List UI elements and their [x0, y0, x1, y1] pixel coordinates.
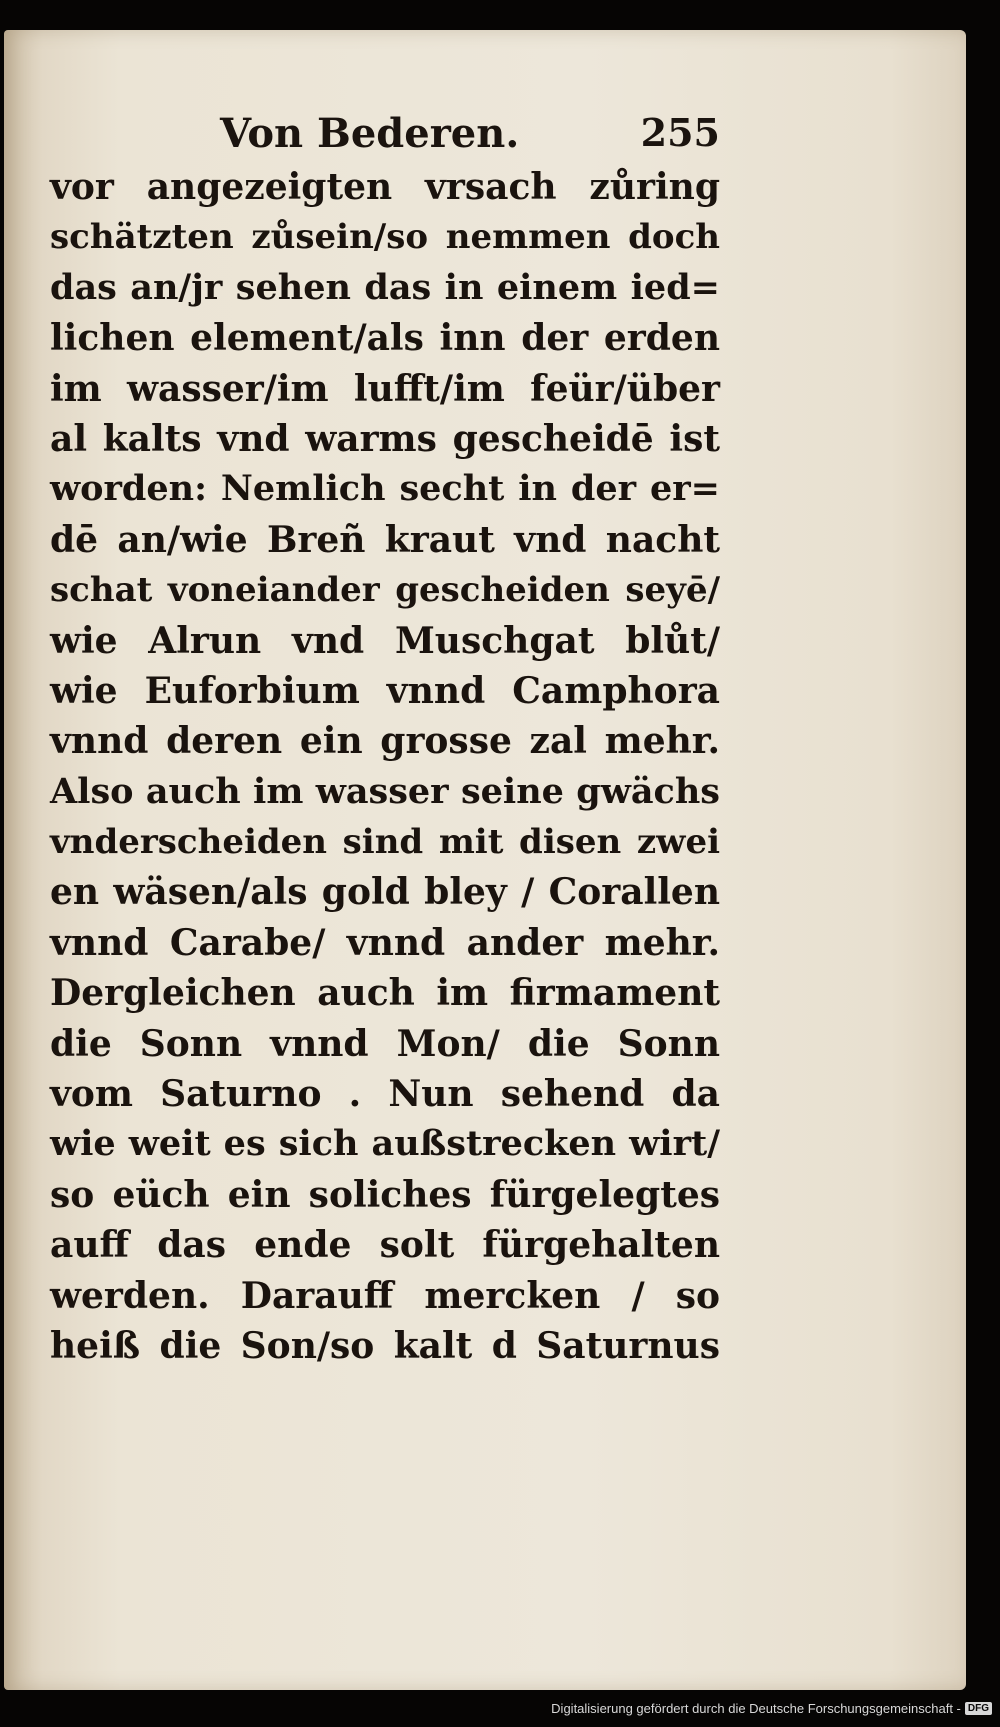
page-number: 255 [640, 110, 720, 155]
running-title: Von Bederen. [220, 110, 520, 157]
text-line: vnnd deren ein grosse zal mehr. [50, 720, 720, 763]
text-line: wie weit es sich außstrecken wirt/ [50, 1123, 720, 1165]
text-line: en wäsen/als gold bley / Corallen [50, 871, 720, 914]
text-line: das an/jr sehen das in einem ied= [50, 266, 720, 308]
body-text [50, 162, 720, 1371]
funding-footer [551, 1697, 992, 1719]
dfg-logo: DFG [965, 1702, 992, 1715]
text-line: dē an/wie Breñ kraut vnd nacht [50, 518, 720, 561]
text-line: werden. Darauff mercken / so [50, 1274, 720, 1317]
page-header [220, 110, 720, 158]
funding-note: Digitalisierung gefördert durch die Deutsche Forschungsgemeinschaft - [551, 1700, 961, 1716]
text-line: vnderscheiden sind mit disen zwei [50, 822, 720, 863]
text-line: wie Alrun vnd Muschgat blůt/ [50, 619, 720, 662]
text-line: al kalts vnd warms gescheidē ist [50, 417, 720, 460]
text-line: auff das ende solt fürgehalten [50, 1224, 720, 1267]
text-line: vom Saturno . Nun sehend da [50, 1073, 720, 1116]
text-line: vnnd Carabe/ vnnd ander mehr. [50, 921, 720, 964]
text-line: worden: Nemlich secht in der er= [50, 468, 720, 510]
text-line: die Sonn vnnd Mon/ die Sonn [50, 1022, 720, 1065]
text-line: so eüch ein soliches fürgelegtes [50, 1173, 720, 1216]
text-line: lichen element/als inn der erden [50, 317, 720, 360]
text-line: schat voneiander gescheiden seyē/ [50, 570, 720, 611]
text-line: wie Euforbium vnnd Camphora [50, 669, 720, 712]
text-line: heiß die Son/so kalt d Saturnus [50, 1324, 720, 1367]
text-line: Also auch im wasser seine gwächs [50, 770, 720, 812]
text-line: schätzten zůsein/so nemmen doch [50, 217, 720, 258]
text-line: Dergleichen auch im firmament [50, 972, 720, 1015]
text-line: vor angezeigten vrsach zůring [50, 166, 720, 208]
text-line: im wasser/im lufft/im feür/über [50, 367, 720, 410]
